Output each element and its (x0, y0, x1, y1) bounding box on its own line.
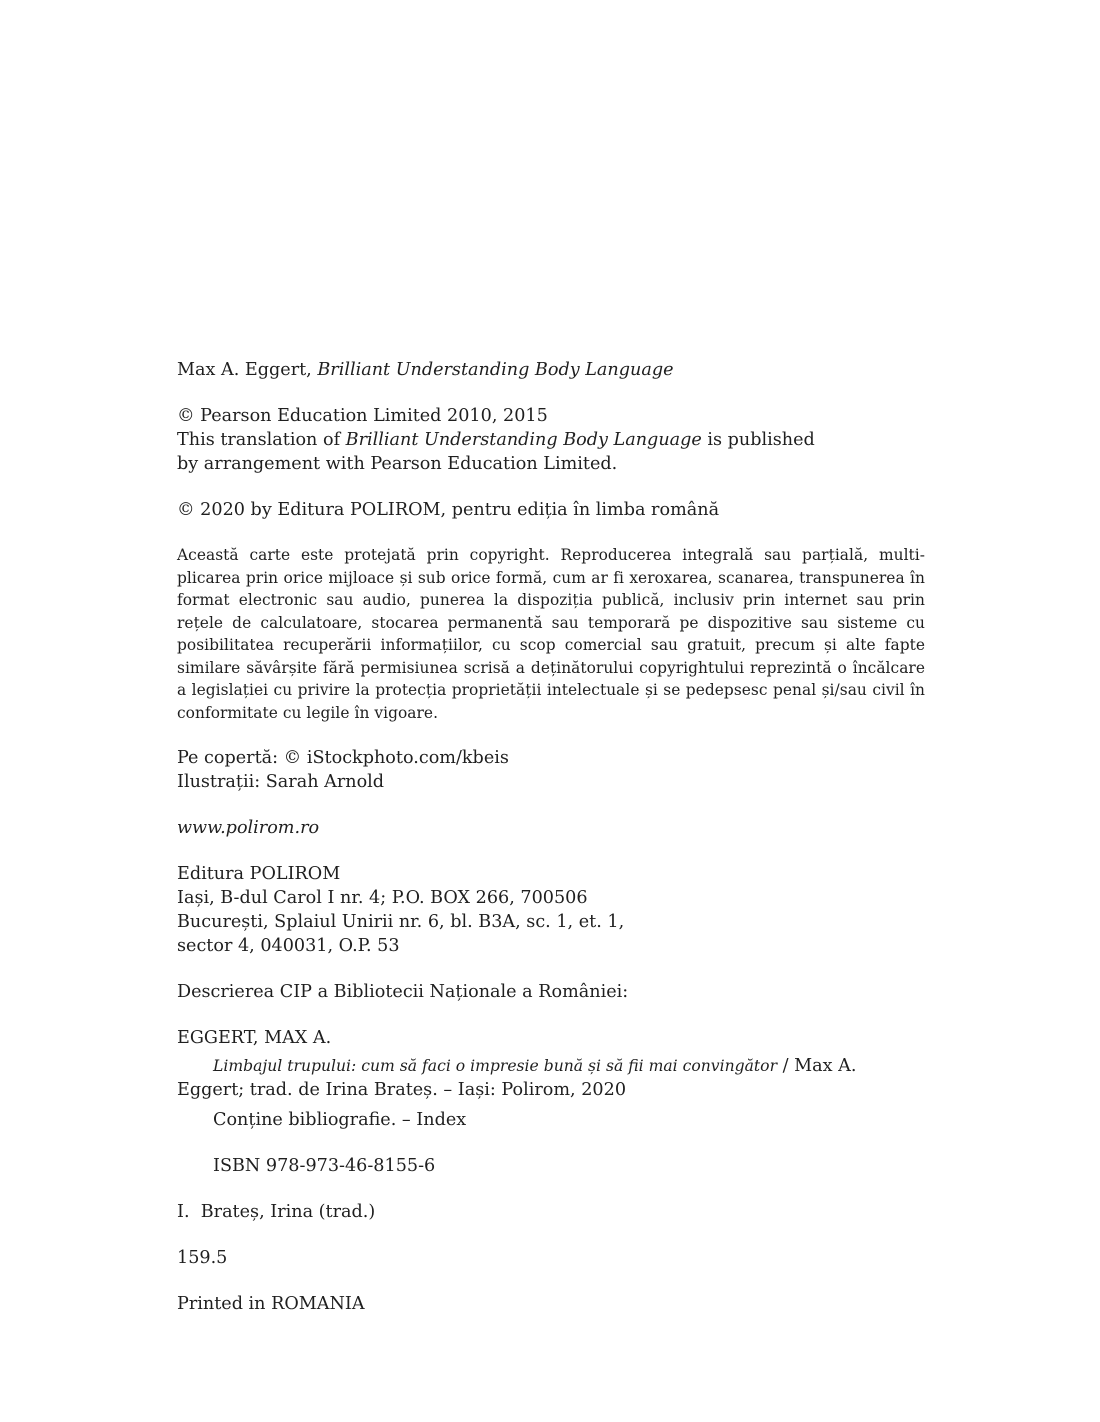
cip-isbn: ISBN 978-973-46-8155-6 (213, 1156, 436, 1176)
original-author: Max A. Eggert, (177, 360, 318, 380)
arrangement-notice: by arrangement with Pearson Education Limited. (177, 454, 618, 474)
publisher-address-sector: sector 4, 040031, O.P. 53 (177, 936, 400, 956)
illustrations-credit: Ilustrații: Sarah Arnold (177, 772, 385, 792)
copyright-page (177, 358, 925, 1316)
cip-heading: Descrierea CIP a Bibliotecii Naționale a României: (177, 982, 629, 1002)
publisher-name: Editura POLIROM (177, 864, 341, 884)
book-title-line (177, 358, 925, 382)
cip-contents: Conține bibliografie. – Index (213, 1110, 467, 1130)
cip-book-title: Limbajul trupului: cum să faci o impresie bună și să fii mai convingător (213, 1057, 778, 1075)
cover-credit: Pe copertă: © iStockphoto.com/kbeis (177, 748, 509, 768)
copyright-romanian: © 2020 by Editura POLIROM, pentru ediția în limba română (177, 500, 720, 520)
publisher-address-iasi: Iași, B-dul Carol I nr. 4; P.O. BOX 266, 700506 (177, 888, 588, 908)
publisher-address-bucuresti: București, Splaiul Unirii nr. 6, bl. B3A, sc. 1, et. 1, (177, 912, 625, 932)
cip-translator: I. Brateș, Irina (trad.) (177, 1202, 376, 1222)
legal-notice: Această carte este protejată prin copyright. Reproducerea integrală sau parțială, multi-plicarea prin orice mijloace și sub orice formă, cum ar fi xeroxarea, scanarea, transpunerea în format electronic sau audio, punerea la dispoziția publică, inclusiv prin internet sau prin rețele de calculatoare, stocarea permanentă sau temporară pe dispozitive sau sisteme cu posibilitatea recuperării informațiilor, cu scop comercial sau gratuit, precum și alte fapte similare săvârșite fără permisiunea scrisă a deținătorului copyrightului reprezintă o încălcare a legislației cu privire la protecția proprietății intelectuale și se pedepsesc penal și/sau civil în conformitate cu legile în vigoare. (177, 546, 925, 722)
cip-book-details: / Max A. Eggert; trad. de Irina Brateș. – Iași: Polirom, 2020 (177, 1056, 857, 1100)
cip-entry (177, 1054, 925, 1102)
cip-author: EGGERT, MAX A. (177, 1028, 332, 1048)
original-title: Brilliant Understanding Body Language (317, 360, 674, 380)
translation-notice: This translation of Brilliant Understanding Body Language is published (177, 430, 815, 450)
cip-classification: 159.5 (177, 1248, 228, 1268)
copyright-original: © Pearson Education Limited 2010, 2015 (177, 406, 548, 426)
publisher-website: www.polirom.ro (177, 818, 320, 838)
printed-in: Printed in ROMANIA (177, 1294, 365, 1314)
